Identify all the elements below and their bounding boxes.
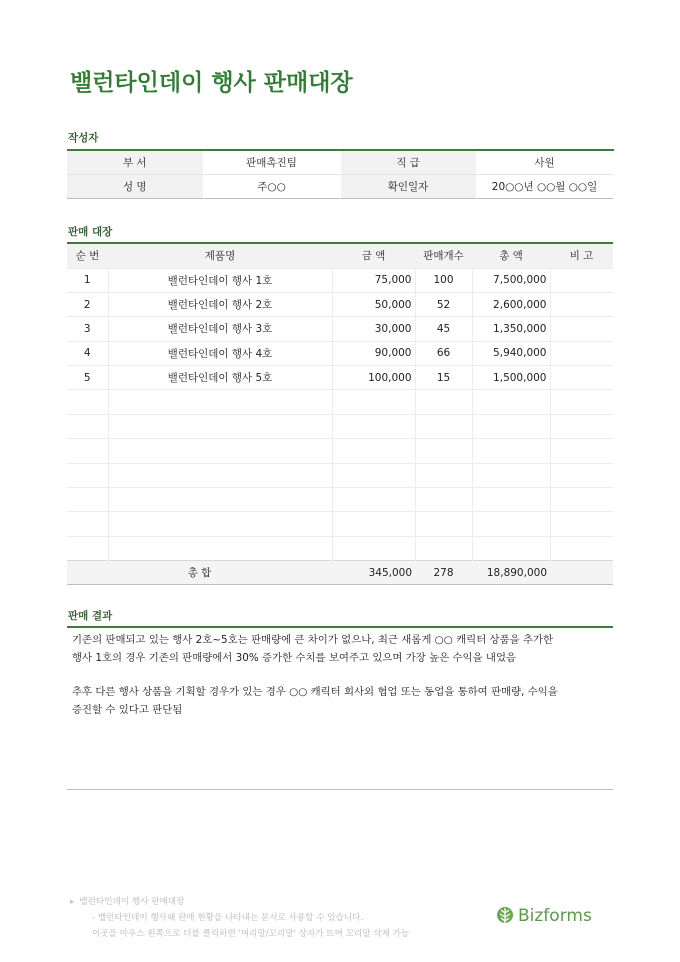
row-price[interactable] [332, 512, 415, 536]
row-price[interactable] [332, 439, 415, 463]
result-paragraph-1-line-1[interactable]: 기존의 판매되고 있는 행사 2호~5호는 판매량에 큰 차이가 없으나, 최근 새롭게 ○○ 캐릭터 상품을 추가한 [72, 634, 554, 646]
confirm-date-label: 확인일자 [340, 174, 476, 198]
result-paragraph-1-line-2[interactable]: 행사 1호의 경우 기존의 판매량에서 30% 증가한 수치를 보여주고 있으며 가장 높은 수익을 내었음 [72, 652, 517, 664]
table-row [67, 292, 613, 316]
document-title: 밸런타인데이 행사 판매대장 [70, 70, 353, 96]
row-note[interactable] [550, 463, 613, 487]
row-note[interactable] [550, 512, 613, 536]
row-no[interactable]: 2 [67, 292, 108, 316]
author-section-heading: 작성자 [68, 132, 99, 144]
row-note[interactable] [550, 439, 613, 463]
row-total[interactable] [472, 439, 550, 463]
row-count[interactable]: 45 [415, 317, 472, 341]
author-table [67, 149, 614, 199]
result-paragraph-2-line-2[interactable]: 증진할 수 있다고 판단됨 [72, 704, 183, 716]
footer-title[interactable] [70, 895, 184, 907]
col-header-count: 판매개수 [415, 243, 472, 268]
department-label: 부 서 [67, 150, 203, 174]
row-price[interactable]: 75,000 [332, 268, 415, 292]
bizforms-logo [496, 906, 592, 926]
name-value[interactable]: 주○○ [203, 174, 340, 198]
position-label: 직 급 [340, 150, 476, 174]
row-product[interactable]: 밸런타인데이 행사 5호 [108, 366, 332, 390]
row-price[interactable]: 90,000 [332, 341, 415, 365]
row-note[interactable] [550, 488, 613, 512]
table-row [67, 268, 613, 292]
total-sum: 18,890,000 [472, 561, 550, 585]
table-row [67, 439, 613, 463]
row-count[interactable]: 52 [415, 292, 472, 316]
footer-title-text: 밸런타인데이 행사 판매대장 [79, 897, 185, 907]
row-product[interactable]: 밸런타인데이 행사 4호 [108, 341, 332, 365]
row-count[interactable] [415, 414, 472, 438]
row-product[interactable] [108, 488, 332, 512]
row-product[interactable]: 밸런타인데이 행사 3호 [108, 317, 332, 341]
row-note[interactable] [550, 268, 613, 292]
sales-header-row [67, 243, 613, 268]
result-paragraph-2-line-1[interactable]: 추후 다른 행사 상품을 기획할 경우가 있는 경우 ○○ 캐릭터 회사외 협업 또는 동업을 통하여 판매량, 수익을 [72, 686, 558, 698]
leaf-logo-icon [496, 906, 514, 926]
author-row [67, 150, 613, 174]
row-product[interactable] [108, 439, 332, 463]
row-no[interactable] [67, 512, 108, 536]
row-total[interactable]: 7,500,000 [472, 268, 550, 292]
row-product[interactable] [108, 414, 332, 438]
row-note[interactable] [550, 317, 613, 341]
row-price[interactable] [332, 390, 415, 414]
confirm-date-value[interactable]: 20○○년 ○○월 ○○일 [476, 174, 613, 198]
row-count[interactable] [415, 488, 472, 512]
row-count[interactable]: 15 [415, 366, 472, 390]
row-product[interactable]: 밸런타인데이 행사 1호 [108, 268, 332, 292]
total-amount: 345,000 [332, 561, 415, 585]
row-price[interactable] [332, 463, 415, 487]
row-no[interactable]: 1 [67, 268, 108, 292]
col-header-price: 금 액 [332, 243, 415, 268]
table-row [67, 341, 613, 365]
row-price[interactable] [332, 488, 415, 512]
row-price[interactable]: 30,000 [332, 317, 415, 341]
footer-hint: 이곳을 마우스 왼쪽으로 더블 클릭하면 '머리말/꼬리말' 상자가 뜨며 꼬리말 삭제 가능 [92, 929, 410, 939]
row-product[interactable] [108, 390, 332, 414]
author-row [67, 174, 613, 198]
logo-text: Bizforms [518, 906, 592, 926]
table-row [67, 317, 613, 341]
result-top-rule [67, 626, 613, 628]
total-label: 총 합 [67, 561, 332, 585]
col-header-total: 총 액 [472, 243, 550, 268]
row-total[interactable]: 1,350,000 [472, 317, 550, 341]
row-total[interactable] [472, 414, 550, 438]
result-section-heading: 판매 결과 [68, 610, 113, 622]
row-total[interactable] [472, 512, 550, 536]
row-note[interactable] [550, 341, 613, 365]
row-total[interactable] [472, 536, 550, 560]
table-row [67, 488, 613, 512]
row-no[interactable]: 3 [67, 317, 108, 341]
row-count[interactable] [415, 390, 472, 414]
row-product[interactable] [108, 512, 332, 536]
row-no[interactable] [67, 536, 108, 560]
row-note[interactable] [550, 390, 613, 414]
row-note[interactable] [550, 292, 613, 316]
row-price[interactable] [332, 414, 415, 438]
department-value[interactable]: 판매촉진팀 [203, 150, 340, 174]
col-header-note: 비 고 [550, 243, 613, 268]
row-no[interactable] [67, 439, 108, 463]
table-row [67, 512, 613, 536]
sales-section-heading: 판매 대장 [68, 226, 113, 238]
table-row [67, 414, 613, 438]
sales-table [67, 242, 613, 585]
row-total[interactable]: 2,600,000 [472, 292, 550, 316]
row-no[interactable]: 4 [67, 341, 108, 365]
position-value[interactable]: 사원 [476, 150, 613, 174]
row-count[interactable] [415, 512, 472, 536]
row-count[interactable]: 66 [415, 341, 472, 365]
row-total[interactable]: 1,500,000 [472, 366, 550, 390]
row-product[interactable] [108, 536, 332, 560]
table-row [67, 536, 613, 560]
row-note[interactable] [550, 414, 613, 438]
footer-description: - 밸런타인데이 행사때 판매 현황을 나타내는 문서로 사용할 수 있습니다. [92, 913, 364, 923]
col-header-product: 제품명 [108, 243, 332, 268]
row-count[interactable]: 100 [415, 268, 472, 292]
table-row [67, 366, 613, 390]
row-note[interactable] [550, 366, 613, 390]
row-no[interactable] [67, 414, 108, 438]
row-no[interactable] [67, 390, 108, 414]
row-price[interactable] [332, 536, 415, 560]
row-count[interactable] [415, 536, 472, 560]
total-note [550, 561, 613, 585]
row-price[interactable]: 100,000 [332, 366, 415, 390]
row-product[interactable] [108, 463, 332, 487]
row-count[interactable] [415, 439, 472, 463]
name-label: 성 명 [67, 174, 203, 198]
table-row [67, 463, 613, 487]
row-no[interactable] [67, 463, 108, 487]
row-total[interactable]: 5,940,000 [472, 341, 550, 365]
row-price[interactable]: 50,000 [332, 292, 415, 316]
total-count: 278 [415, 561, 472, 585]
row-count[interactable] [415, 463, 472, 487]
col-header-no: 순 번 [67, 243, 108, 268]
result-bottom-rule [67, 789, 613, 790]
row-note[interactable] [550, 536, 613, 560]
footer-arrow-icon: ▸ [70, 897, 75, 907]
row-product[interactable]: 밸런타인데이 행사 2호 [108, 292, 332, 316]
sales-total-row [67, 561, 613, 585]
row-no[interactable]: 5 [67, 366, 108, 390]
row-no[interactable] [67, 488, 108, 512]
row-total[interactable] [472, 488, 550, 512]
table-row [67, 390, 613, 414]
row-total[interactable] [472, 463, 550, 487]
row-total[interactable] [472, 390, 550, 414]
